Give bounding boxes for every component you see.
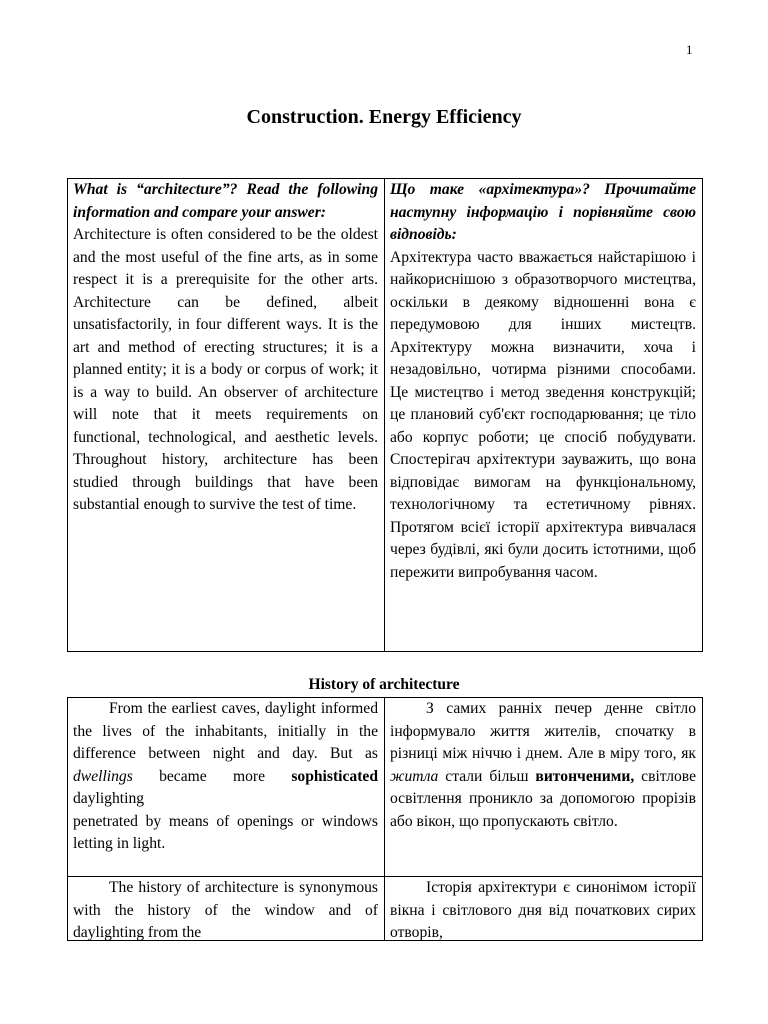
text-span: daylighting [73,790,145,807]
history-table [67,697,703,941]
table-row [68,877,703,941]
ukrainian-question: Що таке «архітектура»? Прочитайте наступну інформацію і порівняйте свою відповідь: [390,181,696,243]
english-paragraph: The history of architecture is synonymous with the history of the window and of daylighting from the [73,879,378,940]
text-span: світлове освітлення проникло за допомогою прорізів або вікон, що пропускають світло. [390,767,696,830]
english-text: Architecture is often considered to be the oldest and the most useful of the fine arts, as in some respect it is a prerequisite for the other arts. Architecture can be defined, albeit unsatisfactorily, in four different ways. It is the art and method of erecting structures; it is a planned entity; it is a body or corpus of work; it is a way to build. An observer of architecture will note that it meets requirements on functional, technological, and aesthetic levels. Throughout history, architecture has been studied through buildings that have been substantial enough to survive the test of time. [73,226,378,513]
english-paragraph-continued: penetrated by means of openings or windows letting in light. [73,812,378,852]
english-cell [68,698,385,877]
page-number: 1 [686,42,693,57]
text-span: From the earliest caves, daylight informed the lives of the inhabitants, initially in the difference between night and day. But as [73,700,378,762]
table-row [68,179,703,652]
section-heading: History of architecture [308,676,460,693]
ukrainian-paragraph [390,698,696,833]
ukrainian-paragraph: Історія архітектури є синонімом історії вікна і світлового дня від початкових сирих отворів, [390,879,696,940]
ukrainian-cell [385,877,703,941]
text-span: З самих ранніх печер денне світло інформувало життя жителів, спочатку в різниці між ніччю і днем. Але в міру того, як [390,700,696,762]
ukrainian-cell [385,698,703,877]
italic-term: dwellings [73,767,133,785]
ukrainian-text: Архітектура часто вважається найстарішою і найкориснішою з образотворчого мистецтва, оскільки в деякому відношенні вона є передумовою для інших мистецтв. Архітектуру можна визначити, хоча і незадовільно, чотирма різними способами. Це мистецтво і метод зведення конструкцій; це плановий суб'єкт господарювання; це тіло або корпус роботи; це спосіб побудувати. Спостерігач архітектури зауважить, що вона відповідає вимогам на функціональному, технологічному та естетичному рівнях. Протягом всієї історії архітектура вивчалася через будівлі, які були досить істотними, щоб пережити випробування часом. [390,248,696,581]
english-cell [68,877,385,941]
italic-term: житла [390,767,439,785]
english-question: What is “architecture”? Read the following information and compare your answer: [73,181,378,221]
english-paragraph [73,698,378,811]
page-title: Construction. Energy Efficiency [246,106,522,128]
intro-table [67,178,703,652]
table-row [68,698,703,877]
bold-term: витонченими, [535,767,635,785]
bold-term: sophisticated [291,767,378,785]
ukrainian-column [385,179,703,652]
text-span: became more [132,767,292,785]
text-span: стали більш [438,767,536,785]
english-column [68,179,385,652]
